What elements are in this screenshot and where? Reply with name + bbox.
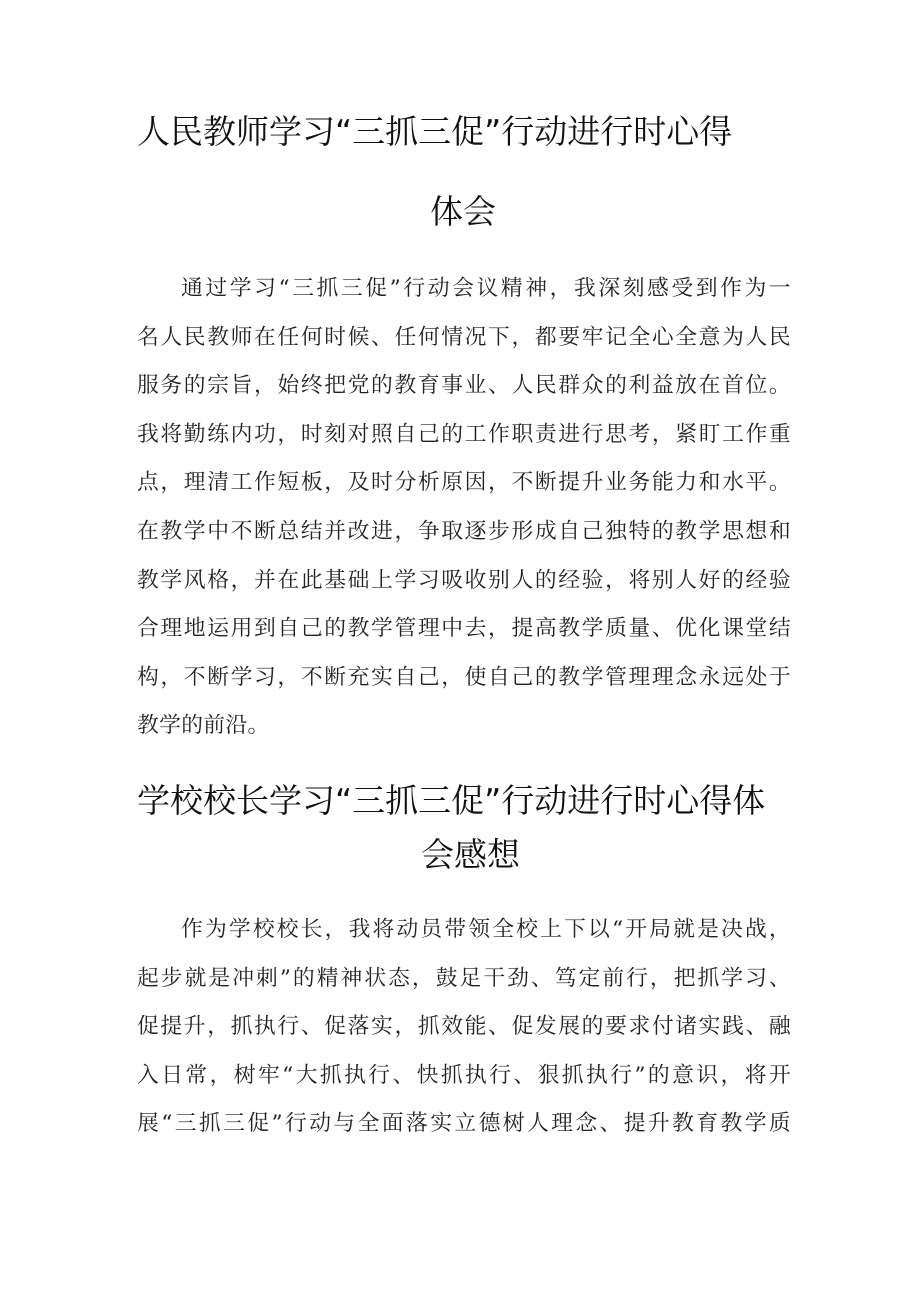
paragraph-line: 服务的宗旨，始终把党的教育事业、人民群众的利益放在首位。 <box>137 373 791 399</box>
paragraph-line: 教学的前沿。 <box>137 713 270 739</box>
paragraph-line: 展“三抓三促”行动与全面落实立德树人理念、提升教育教学质 <box>137 1111 791 1137</box>
section2-title-line1: 学校校长学习“三抓三促”行动进行时心得体 <box>137 781 766 820</box>
paragraph-line: 教学风格，并在此基础上学习吸收别人的经验，将别人好的经验 <box>137 567 791 593</box>
paragraph-line: 名人民教师在任何时候、任何情况下，都要牢记全心全意为人民 <box>137 324 791 350</box>
section1-title-line2: 体会 <box>430 192 496 231</box>
section2-paragraph <box>137 906 791 1149</box>
section1-paragraph <box>137 265 791 751</box>
paragraph-line: 作为学校校长，我将动员带领全校上下以“开局就是决战， <box>181 917 791 942</box>
paragraph-line: 在教学中不断总结并改进，争取逐步形成自己独特的教学思想和 <box>137 518 791 544</box>
paragraph-line: 通过学习“三抓三促”行动会议精神，我深刻感受到作为一 <box>181 276 791 301</box>
section2-title-line2: 会感想 <box>421 835 520 874</box>
paragraph-line: 点，理清工作短板，及时分析原因，不断提升业务能力和水平。 <box>137 470 791 496</box>
paragraph-line: 合理地运用到自己的教学管理中去，提高教学质量、优化课堂结 <box>137 616 791 642</box>
paragraph-line: 入日常，树牢“大抓执行、快抓执行、狠抓执行”的意识，将开 <box>137 1062 791 1088</box>
section1-title-line1: 人民教师学习“三抓三促”行动进行时心得 <box>137 112 733 151</box>
paragraph-line: 促提升，抓执行、促落实，抓效能、促发展的要求付诸实践、融 <box>137 1014 791 1040</box>
paragraph-line: 我将勤练内功，时刻对照自己的工作职责进行思考，紧盯工作重 <box>137 421 791 447</box>
paragraph-line: 起步就是冲刺”的精神状态，鼓足干劲、笃定前行，把抓学习、 <box>137 965 791 991</box>
paragraph-line: 构，不断学习，不断充实自己，使自己的教学管理理念永远处于 <box>137 664 791 690</box>
